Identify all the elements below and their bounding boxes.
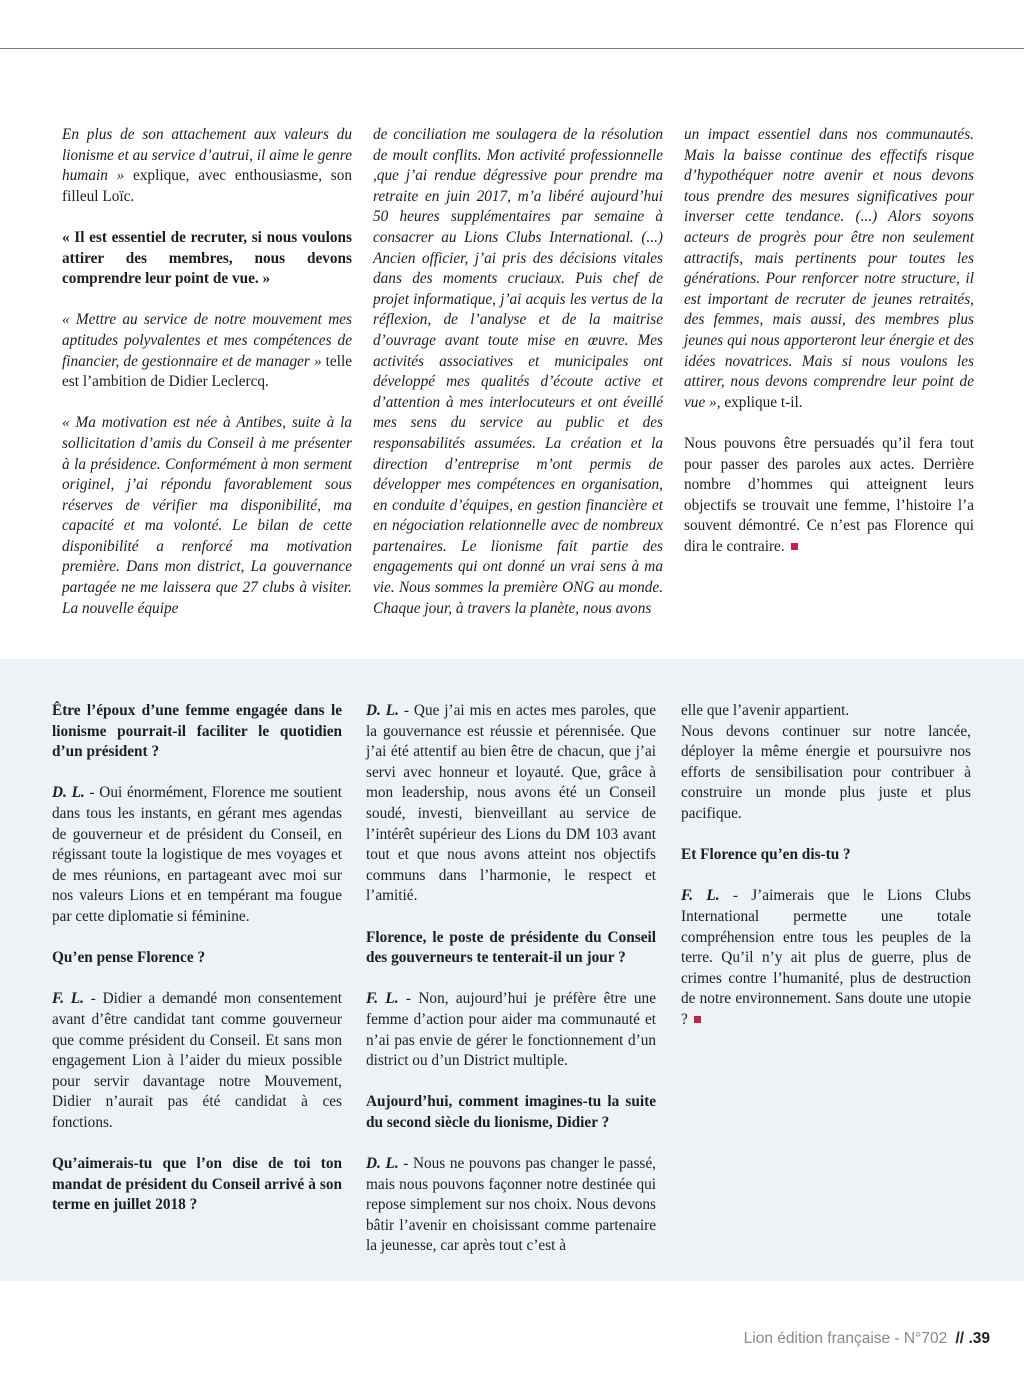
upper-column-3 <box>684 125 974 557</box>
end-mark-icon <box>791 543 798 550</box>
interview-column-2 <box>366 701 656 1257</box>
page-number: .39 <box>968 1330 990 1347</box>
interview-column-1 <box>52 701 342 1216</box>
question-6: Et Florence qu’en dis-tu ? <box>681 846 851 864</box>
answer-4: F. L. - Non, aujourd’hui je préfère être une femme d’action pour aider ma communauté et n’ai pas envie de gérer le fonctionnement d’un district ou d’un District multiple. <box>366 990 656 1070</box>
paragraph-loic-quote: En plus de son attachement aux valeurs du lionisme et au service d’autrui, il aime le genre humain » explique, avec enthousiasme, son filleul Loïc. <box>62 126 352 205</box>
end-mark-icon <box>694 1016 701 1023</box>
paragraph-impact: un impact essentiel dans nos communautés. Mais la baisse continue des effectifs risque d’hypothéquer notre avenir et nous devons tous prendre des mesures significatives pour inverser cette tendance. (...) Alors soyons acteurs de progrès pour être non seulement attractifs, mais pertinents pour toutes les générations. Pour renforcer notre structure, il est important de recruter de jeunes retraités, des femmes, mais aussi, des membres plus jeunes qui nous apporteront leur énergie et des idées novatrices. Mais si nous voulons les attirer, nous devons comprendre leur point de vue », explique t-il. <box>684 126 974 411</box>
paragraph-ambition: « Mettre au service de notre mouvement mes aptitudes polyvalentes et mes compétences de financier, de gestionnaire et de manager » telle est l’ambition de Didier Leclercq. <box>62 311 352 391</box>
speaker-initials: F. L. <box>366 990 399 1008</box>
publication-name: Lion édition française - N°702 <box>743 1330 948 1347</box>
answer-5-continued-2: Nous devons continuer sur notre lancée, déployer la même énergie et poursuivre nos efforts de sensibilisation pour contribuer à construire un monde plus juste et plus pacifique. <box>681 722 971 822</box>
page-footer <box>744 1330 990 1348</box>
upper-column-2 <box>373 125 663 619</box>
question-2: Qu’en pense Florence ? <box>52 949 206 967</box>
question-4: Florence, le poste de présidente du Conseil des gouverneurs te tenterait-il un jour ? <box>366 928 656 967</box>
speaker-initials: D. L. <box>52 784 85 802</box>
interview-column-3 <box>681 701 971 1031</box>
question-3: Qu’aimerais-tu que l’on dise de toi ton mandat de président du Conseil arrivé à son terme en juillet 2018 ? <box>52 1155 342 1214</box>
answer-5-continued: elle que l’avenir appartient. <box>681 702 850 719</box>
footer-separator: // <box>955 1330 965 1347</box>
speaker-initials: D. L. <box>366 1155 399 1173</box>
speaker-initials: D. L. <box>366 702 399 719</box>
top-rule <box>0 48 1024 49</box>
answer-1: D. L. - Oui énormément, Florence me soutient dans tous les instants, en gérant mes agendas de gouverneur et de président du Conseil, en régissant toute la logistique de mes voyages et de mes réunions, en partageant avec moi sur nos valeurs Lions et en tempérant ma fougue par cette diplomatie si féminine. <box>52 784 343 925</box>
answer-2: F. L. - Didier a demandé mon consentement avant d’être candidat tant comme gouverneur que comme président du Conseil. Et sans mon engagement Lion à l’aider du mieux possible pour servir davantage notre Mouvement, Didier n’aurait pas été candidat à ces fonctions. <box>52 990 342 1131</box>
answer-6: F. L. - J’aimerais que le Lions Clubs International permette une totale compréhension entre tous les peuples de la terre. Qu’il n’y ait plus de guerre, plus de crimes contre l’humanité, plus de destruction de notre environnement. Sans doute une utopie ? <box>681 887 971 1028</box>
answer-3: D. L. - Que j’ai mis en actes mes paroles, que la gouvernance est réussie et pérennisée. Que j’ai été attentif au bien être de chacun, que j’ai servi avec honneur et loyauté. Que, grâce à mon leadership, nous avons été un Conseil soudé, investi, bienveillant au service de l’intérêt supérieur des Lions du DM 103 avant tout et que nous avons atteint nos objectifs communs dans l’harmonie, le respect et l’amitié. <box>366 702 656 905</box>
paragraph-conclusion: Nous pouvons être persuadés qu’il fera tout pour passer des paroles aux actes. Derrière nombre d’hommes qui atteignent leurs objectifs se trouvait une femme, l’histoire l’a souvent démontré. Ce n’est pas Florence qui dira le contraire. <box>684 434 974 555</box>
speaker-initials: F. L. <box>52 990 84 1008</box>
upper-column-1 <box>62 125 352 619</box>
question-1: Être l’époux d’une femme engagée dans le lionisme pourrait-il faciliter le quotidien d’un président ? <box>52 702 342 761</box>
answer-5: D. L. - Nous ne pouvons pas changer le passé, mais nous pouvons façonner notre destinée qui repose simplement sur nos choix. Nous devons bâtir l’avenir en choisissant comme partenaire la jeunesse, car après tout c’est à <box>366 1155 656 1255</box>
speaker-initials: F. L. <box>681 887 720 905</box>
paragraph-career: de conciliation me soulagera de la résolution de moult conflits. Mon activité professionnelle ,que j’ai rendue dégressive pour prendre ma retraite en juin 2017, m’a libéré aujourd’hui 50 heures supplémentaires par semaine à consacrer au Lions Clubs International. (...) Ancien officier, j’ai pris des décisions vitales dans des moments cruciaux. Puis chef de projet informatique, j’ai acquis les vertus de la réflexion, de l’analyse et de la maitrise d’ouvrage avant toute mise en œuvre. Mes activités associatives et municipales ont développé mes qualités d’écoute active et d’attention à mes interlocuteurs et ont éveillé mes sens du service au public et des responsabilités assumées. La création et la direction d’entreprise m’ont permis de développer mes compétences en organisation, en conduite d’équipes, en gestion financière et en négociation relationnelle avec de nombreux partenaires. Le lionisme fait partie des engagements qui ont donné un vrai sens à ma vie. Nous sommes la première ONG au monde. Chaque jour, à travers la planète, nous avons <box>373 126 663 617</box>
pull-quote: « Il est essentiel de recruter, si nous voulons attirer des membres, nous devons comprendre leur point de vue. » <box>62 228 352 288</box>
question-5: Aujourd’hui, comment imagines-tu la suite du second siècle du lionisme, Didier ? <box>366 1093 656 1131</box>
paragraph-motivation: « Ma motivation est née à Antibes, suite à la sollicitation d’amis du Conseil à me présenter à la présidence. Conformément à mon serment originel, j’ai répondu favorablement sous réserves de vérifier ma disponibilité, ma capacité et ma volonté. Le bilan de cette disponibilité a renforcé ma motivation première. Dans mon district, La gouvernance partagée ne me laissera que 27 clubs à visiter. La nouvelle équipe <box>62 414 352 617</box>
